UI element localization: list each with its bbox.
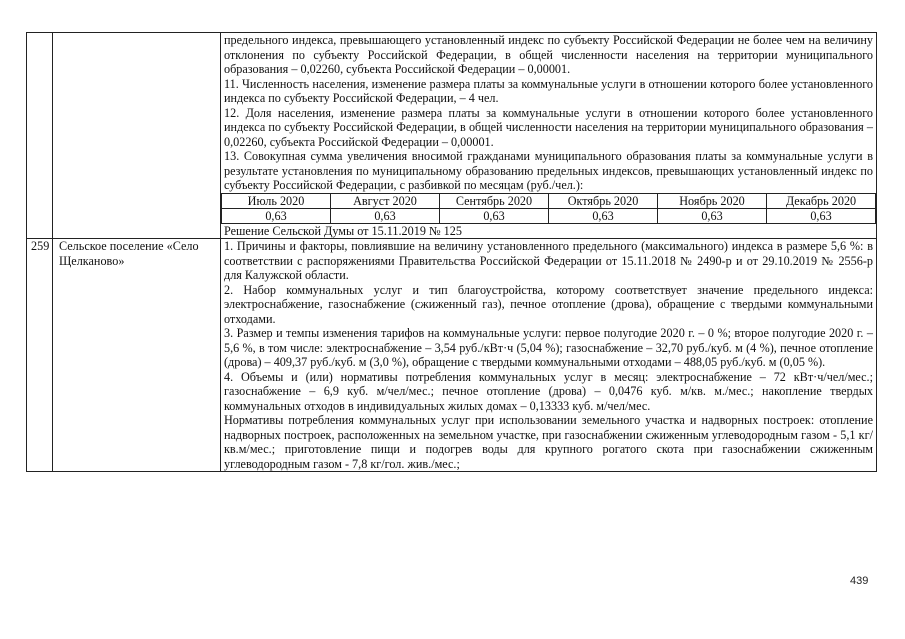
paragraph: 2. Набор коммунальных услуг и тип благоустройства, которому соответствует значение предельного индекса: электроснабжение, газоснабжение (сжиженный газ), печное отопление (дрова), обращение с твердыми коммунальными отходами. [224, 282, 873, 326]
month-value: 0,63 [658, 208, 767, 223]
document-table [26, 32, 877, 472]
row-number-cell: 259 [27, 239, 53, 472]
month-value: 0,63 [331, 208, 440, 223]
table-row [27, 239, 877, 472]
month-header: Август 2020 [331, 193, 440, 208]
month-header: Октябрь 2020 [549, 193, 658, 208]
paragraph: предельного индекса, превышающего установленный индекс по субъекту Российской Федерации не более чем на величину отклонения по субъекту Российской Федерации, в общей численности населения на территории муниципального образования – 0,02260, субъекта Российской Федерации – 0,00001. [224, 33, 873, 76]
months-table [221, 193, 876, 224]
month-value: 0,63 [440, 208, 549, 223]
content-cell [221, 239, 877, 472]
page-number: 439 [850, 575, 869, 587]
table-row [27, 33, 877, 239]
decision-text: Решение Сельской Думы от 15.11.2019 № 125 [224, 223, 462, 238]
row-number-cell [27, 33, 53, 239]
month-value: 0,63 [549, 208, 658, 223]
municipality-name-cell: Сельское поселение «Село Щелканово» [53, 239, 221, 472]
month-header: Декабрь 2020 [767, 193, 876, 208]
months-table-wrapper [221, 193, 876, 224]
paragraph: 11. Численность населения, изменение размера платы за коммунальные услуги в отношении которого более установленного индекса по субъекту Российской Федерации, – 4 чел. [224, 76, 873, 105]
months-values-row [222, 208, 876, 223]
paragraph: 4. Объемы и (или) нормативы потребления коммунальных услуг в месяц: электроснабжение – 72 кВт·ч/чел/мес.; газоснабжение – 6,9 куб. м/чел/мес.; печное отопление (дрова) – 0,0476 куб. м/кв. м./мес.; накопление твердых коммунальных отходов в индивидуальных жилых домах – 0,13333 куб. м/чел/мес. [224, 369, 873, 413]
month-value: 0,63 [222, 208, 331, 223]
paragraph: Нормативы потребления коммунальных услуг при использовании земельного участка и надворных построек: отопление надворных построек, расположенных на земельном участке, при газоснабжении сжиженным углеводородным газом - 5,1 кг/кв.м/мес.; приготовление пищи и подогрев воды для крупного рогатого скота при газоснабжении сжиженным углеводородным газом - 7,8 кг/гол. жив./мес.; [224, 413, 873, 471]
month-value: 0,63 [767, 208, 876, 223]
months-header-row [222, 193, 876, 208]
content-cell [221, 33, 877, 239]
paragraph: 1. Причины и факторы, повлиявшие на величину установленного предельного (максимального) индекса в размере 5,6 %: в соответствии с распоряжениями Правительства Российской Федерации от 15.11.2018 № 2490-р и от 29.10.2019 № 2556-р для Калужской области. [224, 239, 873, 282]
paragraph: 13. Совокупная сумма увеличения вносимой гражданами муниципального образования платы за коммунальные услуги в результате установления по муниципальному образованию предельных индексов, превышающих установленный индекс по субъекту Российской Федерации, с разбивкой по месяцам (руб./чел.): [224, 149, 873, 192]
paragraph: 3. Размер и темпы изменения тарифов на коммунальные услуги: первое полугодие 2020 г. – 0 %; второе полугодие 2020 г. – 5,6 %, в том числе: электроснабжение – 3,54 руб./кВт·ч (5,04 %); газоснабжение – 32,70 руб./куб. м (4 %), печное отопление (дрова) – 409,37 руб./куб. м (3,0 %), обращение с твердыми коммунальными отходами – 488,05 руб./куб. м (0,05 %). [224, 326, 873, 369]
month-header: Июль 2020 [222, 193, 331, 208]
paragraph: 12. Доля населения, изменение размера платы за коммунальные услуги в отношении которого более установленного индекса по субъекту Российской Федерации, в общей численности населения на территории муниципального образования – 0,02260, субъекта Российской Федерации – 0,00001. [224, 105, 873, 149]
month-header: Ноябрь 2020 [658, 193, 767, 208]
month-header: Сентябрь 2020 [440, 193, 549, 208]
municipality-name-cell [53, 33, 221, 239]
